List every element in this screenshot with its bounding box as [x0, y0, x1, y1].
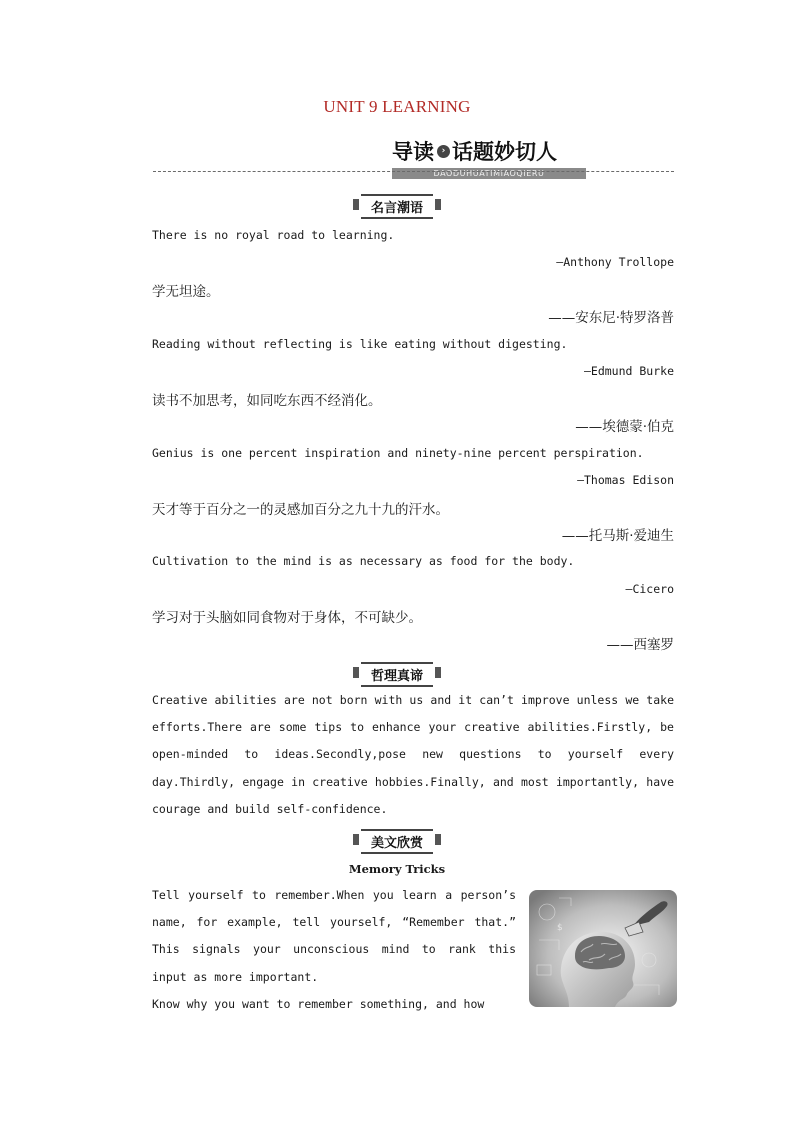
section-banner [392, 136, 586, 179]
essay-title: Memory Tricks [348, 862, 446, 876]
svg-text:$: $ [557, 923, 563, 933]
quote-en-author-3: —Thomas Edison [577, 473, 674, 487]
quote-zh-4: 学习对于头脑如同食物对于身体，不可缺少。 [152, 610, 422, 626]
section-label-philosophy-text: 哲理真谛 [361, 662, 433, 687]
brain-head-illustration-icon [529, 890, 677, 1007]
quote-zh-author-2: ——埃德蒙·伯克 [575, 419, 674, 435]
philosophy-paragraph [120, 687, 674, 823]
quote-zh-author-4: ——西塞罗 [606, 637, 674, 653]
quote-en-2: Reading without reflecting is like eating without digesting. [152, 337, 568, 351]
unit-title: UNIT 9 LEARNING [323, 97, 471, 116]
quote-en-author-4: —Cicero [625, 582, 674, 596]
quote-zh-author-3: ——托马斯·爱迪生 [561, 528, 674, 544]
quote-zh-2: 读书不加思考，如同吃东西不经消化。 [152, 393, 382, 409]
section-label-essay-text: 美文欣赏 [361, 829, 433, 854]
dashed-divider [153, 171, 674, 172]
quote-zh-author-1: ——安东尼·特罗洛普 [548, 310, 674, 326]
philosophy-paragraph-text: Creative abilities are not born with us and it can’t improve unless we take efforts.There are some tips to enhance your creative abilities.Firstly, be open-minded to ideas.Secondly,pose new questions to yourself every day.Thirdly, engage in creative hobbies.Finally, and most importantly, have courage and build self-confidence. [152, 693, 674, 816]
essay-paragraph-1: Tell yourself to remember.When you learn a person’s name, for example, tell yourself, “Remember that.” This signals your unconscious mind to rank this input as more important. [152, 888, 516, 984]
essay-paragraph-2: Know why you want to remember something, and how [152, 996, 485, 1011]
section-label-quotes-text: 名言潮语 [361, 194, 433, 219]
section-label-philosophy [0, 662, 794, 687]
quote-en-author-2: —Edmund Burke [583, 364, 674, 378]
quote-en-1: There is no royal road to learning. [152, 228, 395, 242]
essay-body [120, 882, 516, 1018]
quote-zh-3: 天才等于百分之一的灵感加百分之九十九的汗水。 [152, 502, 449, 518]
chevron-right-circle-icon: › [437, 145, 450, 158]
section-label-quotes [0, 194, 794, 219]
banner-pinyin: DAODUHUATIMIAOQIERU [392, 168, 586, 179]
banner-right-text: 话题妙切人 [452, 140, 557, 164]
quote-en-4: Cultivation to the mind is as necessary as food for the body. [152, 554, 575, 568]
quote-en-3: Genius is one percent inspiration and ninety-nine percent perspiration. [152, 446, 644, 460]
section-label-essay [0, 829, 794, 854]
quote-zh-1: 学无坦途。 [152, 284, 220, 300]
quote-en-author-1: —Anthony Trollope [556, 255, 674, 269]
banner-left-text: 导读 [392, 140, 434, 164]
